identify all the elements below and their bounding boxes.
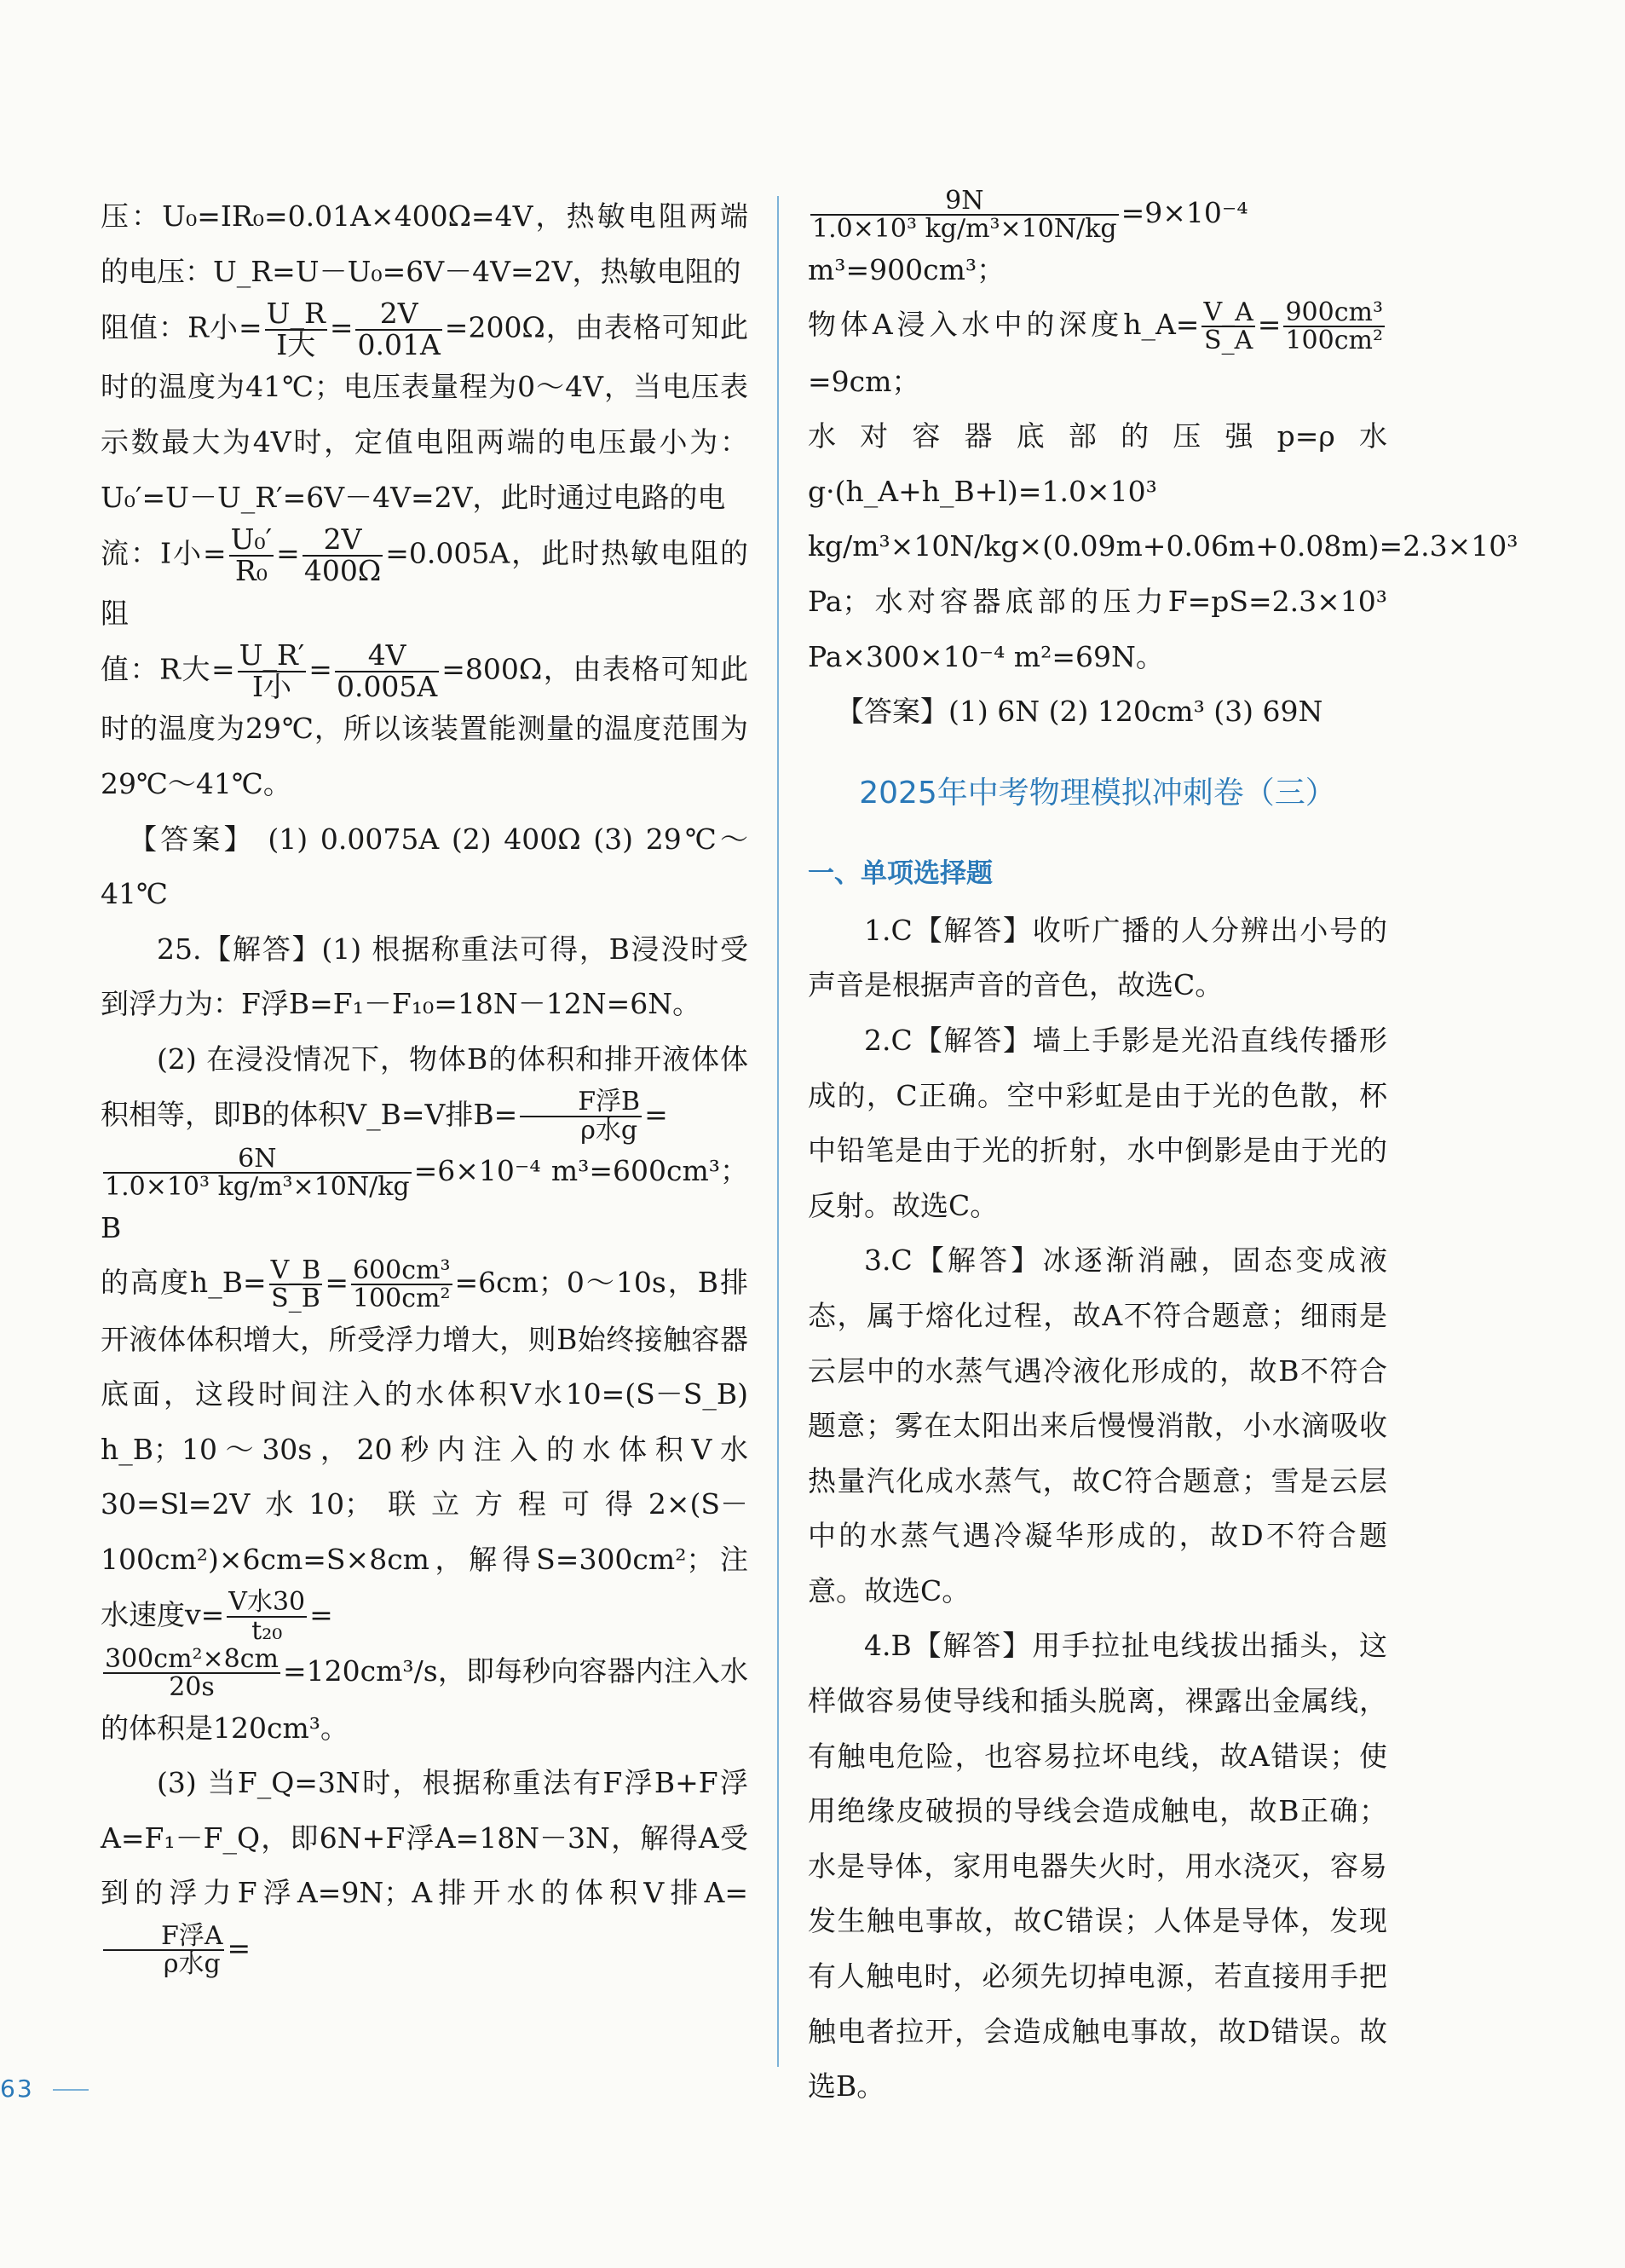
section-heading: 一、单项选择题 — [808, 857, 993, 889]
text: 阻值：R小= — [101, 310, 262, 344]
exam-title: 2025年中考物理模拟冲刺卷（三） — [859, 775, 1336, 811]
answer-line: 【答案】(1) 6N (2) 120cm³ (3) 69N — [836, 695, 1323, 729]
text-line: $\frac{6N}{\text{1.0×10³ kg/m³×10N/kg}}$ =6×10⁻⁴ m³=600cm³；B — [101, 1143, 748, 1244]
text-line: 值：R大= $\frac{U\_R'}{\text{I小}}$ = $\frac{4V}{0.005A}$ =800Ω，由表格可知此时的温度为29℃，所以该装置能测量的温度范围为29℃～41℃。 — [101, 638, 749, 800]
text-line: 25.【解答】(1) 根据称重法可得，B浸没时受到浮力为：F浮B=F₁－F₁₀=18N－12N=6N。 — [101, 932, 748, 1021]
text-line: 压：U₀=IR₀=0.01A×400Ω=4V，热敏电阻两端的电压：U_R=U－U₀=6V－4V=2V，热敏电阻的 — [101, 199, 748, 288]
fraction: $\frac{6N}{\text{1.0×10³ kg/m³×10N/kg}}$ — [105, 1143, 410, 1203]
text-line: (3) 当F_Q=3N时，根据称重法有F浮B+F浮A=F₁－F_Q，即6N+F浮A=18N－3N，解得A受到的浮力F浮A=9N；A排开水的体积V排A= $\frac{\text{F浮A}}{\text{ρ水g}}$ = — [101, 1766, 748, 1979]
answer-item: 1.C【解答】收听广播的人分辨出小号的声音是根据声音的音色，故选C。 — [808, 913, 1387, 1002]
left-column — [101, 189, 748, 1978]
fraction: $\frac{2V}{400\Omega}$ — [303, 522, 382, 587]
text-line: (2) 在浸没情况下，物体B的体积和排开液体体积相等，即B的体积V_B=V排B= $\frac{\text{F浮B}}{\text{ρ水g}}$ = — [101, 1042, 748, 1146]
fraction: $\frac{\text{U₀′}}{\text{R₀}}$ — [230, 522, 273, 587]
fraction: $\frac{V\_B}{S\_B}$ — [270, 1255, 321, 1314]
answer-item: 3.C【解答】冰逐渐消融，固态变成液态，属于熔化过程，故A不符合题意；细雨是云层中的水蒸气遇冷液化形成的，故B不符合题意；雾在太阳出来后慢慢消散，小水滴吸收热量汽化成水蒸气，故C符合题意；雪是云层中的水蒸气遇冷凝华形成的，故D不符合题意。故选C。 — [808, 1244, 1387, 1607]
fraction: $\frac{\text{900cm³}}{\text{100cm²}}$ — [1285, 297, 1383, 356]
text-line: 流：I小= $\frac{\text{U₀′}}{\text{R₀}}$ = $\frac{2V}{400\Omega}$ =0.005A，此时热敏电阻的阻 — [101, 522, 748, 630]
right-column — [808, 185, 1518, 2115]
fraction: $\frac{\text{V水30}}{\text{t₂₀}}$ — [228, 1587, 306, 1646]
column-divider — [777, 196, 779, 2067]
page-number-rule — [53, 2089, 89, 2091]
text: =200Ω，由表格可知此时的温度为41℃；电压表量程为0～4V，当电压表示数最大为4V时，定值电阻两端的电压最小为：U₀′=U－U_R′=6V－4V=2V，此时通过电路的电 — [101, 310, 749, 514]
answer-item: 2.C【解答】墙上手影是光沿直线传播形成的，C正确。空中彩虹是由于光的色散，杯中铅笔是由于光的折射，水中倒影是由于光的反射。故选C。 — [808, 1023, 1387, 1222]
text-line: 水对容器底部的压强p=ρ水g·(h_A+h_B+l)=1.0×10³ kg/m³×10N/kg×(0.09m+0.06m+0.08m)=2.3×10³ Pa；水对容器底部的压力F=pS=2.3×10³ Pa×300×10⁻⁴ m²=69N。 — [808, 419, 1518, 673]
text-line: 的高度h_B= $\frac{V\_B}{S\_B}$ = $\frac{\text{600cm³}}{\text{100cm²}}$ =6cm；0～10s，B排开液体体积增大，所受浮力增大，则B始终接触容器底面，这段时间注入的水体积V水10=(S－S_B) h_B；10～30s，20秒内注入的水体积V水30=Sl=2V水10；联立方程可得2×(S－100cm²)×6cm=S×8cm，解得S=300cm²；注水速度v= $\frac{\text{V水30}}{\text{t₂₀}}$ = — [101, 1255, 749, 1646]
text-line: 物体A浸入水中的深度h_A= $\frac{V\_A}{S\_A}$ = $\frac{\text{900cm³}}{\text{100cm²}}$ =9cm； — [808, 297, 1383, 398]
text-line: $\frac{9N}{\text{1.0×10³ kg/m³×10N/kg}}$ =9×10⁻⁴ m³=900cm³； — [808, 185, 1248, 286]
fraction: $\frac{U\_R'}{\text{I小}}$ — [239, 638, 305, 703]
fraction: $\frac{V\_A}{S\_A}$ — [1203, 297, 1253, 356]
fraction: $\frac{\text{F浮B}}{\text{ρ水g}}$ — [520, 1088, 642, 1144]
fraction: $\frac{9N}{\text{1.0×10³ kg/m³×10N/kg}}$ — [812, 185, 1117, 244]
fraction: $\frac{2V}{0.01A}$ — [357, 297, 441, 361]
text-line: 阻值：R小= $\frac{U\_R}{\text{I大}}$ = $\frac{2V}{0.01A}$ =200Ω，由表格可知此时的温度为41℃；电压表量程为0～4V，当电压表示数最大为4V时，定值电阻两端的电压最小为：U₀′=U－U_R′=6V－4V=2V，此时通过电路的电 — [101, 297, 749, 514]
page-number: 63 — [0, 2075, 89, 2103]
answer-line: 【答案】 (1) 0.0075A (2) 400Ω (3) 29℃～41℃ — [101, 822, 748, 911]
fraction: $\frac{\text{600cm³}}{\text{100cm²}}$ — [352, 1255, 451, 1314]
fraction: $\frac{4V}{0.005A}$ — [336, 638, 438, 703]
text-line: $\frac{\text{300cm²×8cm}}{20s}$ =120cm³/s，即每秒向容器内注入水的体积是120cm³。 — [101, 1643, 748, 1745]
fraction: $\frac{\text{F浮A}}{\text{ρ水g}}$ — [103, 1923, 224, 1978]
answer-item: 4.B【解答】用手拉扯电线拔出插头，这样做容易使导线和插头脱离，裸露出金属线，有触电危险，也容易拉坏电线，故A错误；使用绝缘皮破损的导线会造成触电，故B正确；水是导体，家用电器失火时，用水浇灭，容易发生触电事故，故C错误；人体是导体，发现有人触电时，必须先切掉电源，若直接用手把触电者拉开，会造成触电事故，故D错误。故选B。 — [808, 1629, 1387, 2104]
fraction: $\frac{U\_R}{\text{I大}}$ — [266, 297, 326, 361]
fraction: $\frac{\text{300cm²×8cm}}{20s}$ — [105, 1643, 279, 1703]
